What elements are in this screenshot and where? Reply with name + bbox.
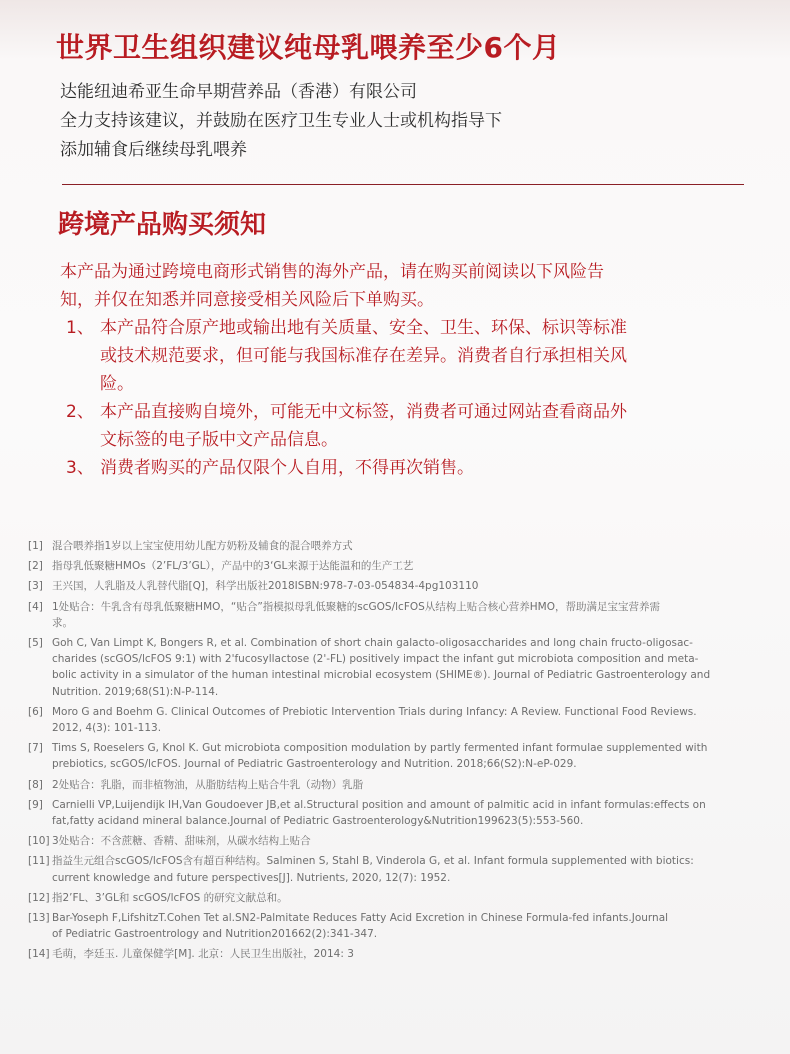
reference-item — [28, 910, 768, 942]
reference-line: 1处贴合：牛乳含有母乳低聚糖HMO，“贴合”指模拟母乳低聚糖的scGOS/lcFOS从结构上贴合核心营养HMO，帮助满足宝宝营养需 — [52, 600, 661, 613]
reference-item — [28, 538, 768, 554]
reference-number: [3] — [28, 580, 43, 593]
notice-line: 本产品为通过跨境电商形式销售的海外产品，请在购买前阅读以下风险告 — [60, 262, 604, 282]
reference-line: of Pediatric Gastroentrology and Nutrition201662(2):341-347. — [52, 928, 378, 941]
reference-number: [2] — [28, 560, 43, 573]
section-divider — [62, 184, 744, 185]
reference-line: 王兴国，人乳脂及人乳替代脂[Q]，科学出版社2018ISBN:978-7-03-054834-4pg103110 — [52, 580, 479, 593]
cross-border-notice — [60, 258, 750, 482]
notice-line: 本产品直接购自境外，可能无中文标签，消费者可通过网站查看商品外 — [100, 402, 627, 422]
notice-paragraph — [60, 258, 750, 314]
reference-line: Nutrition. 2019;68(S1):N-P-114. — [52, 685, 219, 698]
reference-number: [13] — [28, 912, 50, 925]
reference-item — [28, 797, 768, 829]
reference-item — [28, 946, 768, 962]
notice-line: 或技术规范要求，但可能与我国标准存在差异。消费者自行承担相关风 — [100, 346, 627, 366]
notice-item — [60, 454, 750, 482]
statement-line: 全力支持该建议，并鼓励在医疗卫生专业人士或机构指导下 — [60, 111, 502, 131]
notice-line: 消费者购买的产品仅限个人自用，不得再次销售。 — [100, 458, 474, 478]
reference-item — [28, 777, 768, 793]
reference-item — [28, 558, 768, 574]
reference-line: Goh C, Van Limpt K, Bongers R, et al. Combination of short chain galacto-oligosaccharides and long chain fructo-oligosac- — [52, 637, 693, 650]
reference-number: [4] — [28, 600, 43, 613]
reference-number: [14] — [28, 948, 50, 961]
notice-line: 险。 — [100, 374, 134, 394]
reference-number: [1] — [28, 540, 43, 552]
reference-item — [28, 704, 768, 736]
notice-item — [60, 314, 750, 398]
reference-item — [28, 740, 768, 772]
notice-item-number: 3、 — [66, 458, 94, 478]
reference-line: Tims S, Roeselers G, Knol K. Gut microbiota composition modulation by partly fermented infant formulae supplemented with — [52, 742, 708, 755]
company-statement — [60, 78, 502, 165]
notice-line: 本产品符合原产地或输出地有关质量、安全、卫生、环保、标识等标准 — [100, 318, 627, 338]
notice-line: 知，并仅在知悉并同意接受相关风险后下单购买。 — [60, 290, 434, 310]
reference-line: Moro G and Boehm G. Clinical Outcomes of Prebiotic Intervention Trials during Infancy: A Review. Functional Food Reviews. — [52, 705, 697, 718]
reference-line: 2处贴合：乳脂，而非植物油，从脂肪结构上贴合牛乳（动物）乳脂 — [52, 778, 364, 791]
reference-item — [28, 599, 768, 631]
cross-border-notice-title: 跨境产品购买须知 — [58, 210, 267, 240]
reference-line: Carnielli VP,Luijendijk IH,Van Goudoever JB,et al.Structural position and amount of palmitic acid in infant formulas:effects on — [52, 798, 706, 811]
reference-line: 毛萌，李廷玉. 儿童保健学[M]. 北京：人民卫生出版社，2014: 3 — [52, 948, 354, 961]
reference-line: 2012, 4(3): 101-113. — [52, 722, 162, 735]
reference-line: Bar-Yoseph F,LifshitzT.Cohen Tet al.SN2-Palmitate Reduces Fatty Acid Excretion in Chinese Formula-fed infants.Journal — [52, 912, 669, 925]
notice-item-number: 2、 — [66, 402, 94, 422]
reference-line: current knowledge and future perspectives[J]. Nutrients, 2020, 12(7): 1952. — [52, 871, 451, 884]
reference-item — [28, 890, 768, 906]
reference-line: fat,fatty acidand mineral balance.Journal of Pediatric Gastroenterology&Nutrition199623(5):553-560. — [52, 815, 584, 828]
reference-line: 指2’FL、3’GL和 scGOS/lcFOS 的研究文献总和。 — [52, 891, 288, 904]
reference-number: [10] — [28, 835, 50, 848]
notice-item-number: 1、 — [66, 318, 94, 338]
reference-line: 求。 — [52, 616, 73, 629]
reference-item — [28, 833, 768, 849]
statement-line: 添加辅食后继续母乳喂养 — [60, 140, 247, 160]
reference-line: charides (scGOS/lcFOS 9:1) with 2'fucosyllactose (2'-FL) positively impact the infant gut microbiota composition and meta- — [52, 653, 699, 666]
statement-line: 达能纽迪希亚生命早期营养品（香港）有限公司 — [60, 82, 417, 102]
reference-line: 混合喂养指1岁以上宝宝使用幼儿配方奶粉及辅食的混合喂养方式 — [52, 540, 353, 552]
reference-item — [28, 578, 768, 594]
notice-line: 文标签的电子版中文产品信息。 — [100, 430, 338, 450]
reference-line: 3处贴合：不含蔗糖、香精、甜味剂，从碳水结构上贴合 — [52, 835, 311, 848]
reference-item — [28, 635, 768, 700]
who-recommendation-title: 世界卫生组织建议纯母乳喂养至少6个月 — [56, 31, 561, 64]
reference-number: [7] — [28, 742, 43, 755]
references-list — [28, 538, 768, 967]
reference-line: bolic activity in a simulator of the human intestinal microbial ecosystem (SHIME®). Journal of Pediatric Gastroenterology and — [52, 669, 711, 682]
reference-number: [9] — [28, 798, 43, 811]
reference-number: [6] — [28, 705, 43, 718]
reference-number: [12] — [28, 891, 50, 904]
notice-item — [60, 398, 750, 454]
reference-number: [8] — [28, 778, 43, 791]
reference-number: [11] — [28, 855, 50, 868]
reference-line: prebiotics, scGOS/lcFOS. Journal of Pediatric Gastroenterology and Nutrition. 2018;66(S2):N-eP-029. — [52, 758, 577, 771]
reference-item — [28, 853, 768, 885]
reference-number: [5] — [28, 637, 43, 650]
reference-line: 指母乳低聚糖HMOs（2’FL/3’GL），产品中的3‘GL来源于达能温和的生产工艺 — [52, 560, 414, 573]
reference-line: 指益生元组合scGOS/lcFOS含有超百种结构。Salminen S, Stahl B, Vinderola G, et al. Infant formula supplemented with biotics: — [52, 855, 694, 868]
